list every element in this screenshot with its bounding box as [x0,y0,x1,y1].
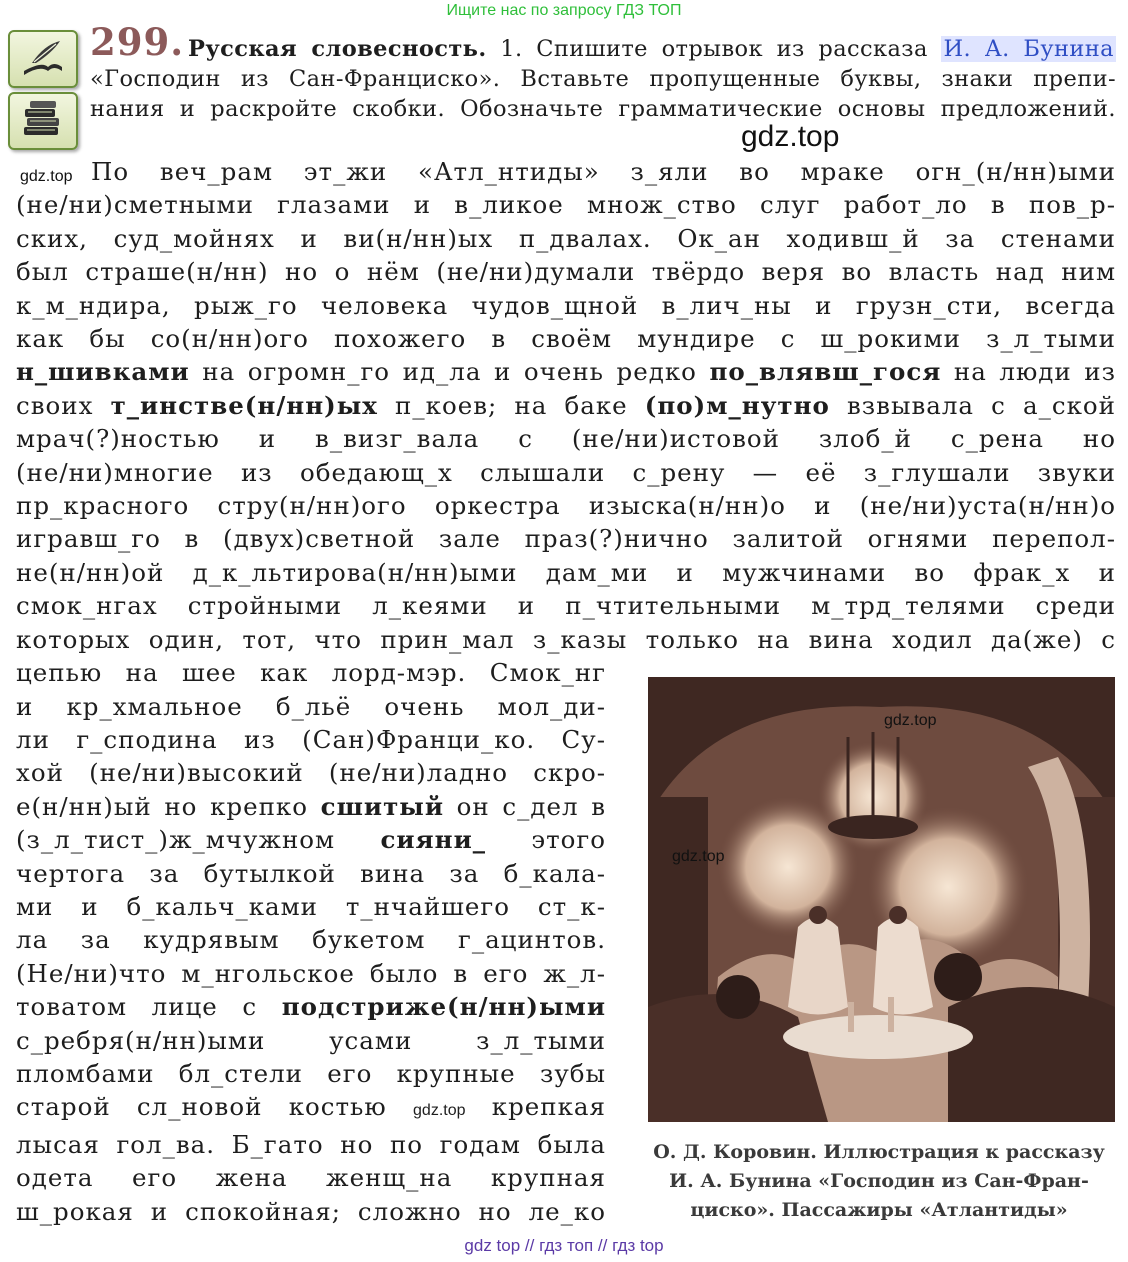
text-line: ми и б_кальч_ками т_нчайшего ст_к- [16,891,606,921]
feather-pen-icon [18,37,66,79]
text-fragment: п_коев; на баке [377,390,645,420]
illustration-caption [640,1138,1118,1225]
caption-line: циско». Пассажиры «Атлантиды» [690,1199,1068,1221]
text-line: (Не/ни)что м_нгольское было в его ж_л- [16,958,606,988]
text-fragment: своих [16,390,111,420]
text-line: лысая гол_ва. Б_гато но по годам была [16,1129,606,1159]
top-banner[interactable]: Ищите нас по запросу ГДЗ ТОП [446,2,682,19]
text-fragment: крепкая [465,1092,606,1122]
text-line: чертога за бутылкой вина за б_кала- [16,858,606,888]
reading-task-icon-box [8,92,78,150]
text-line: ла за кудрявым букетом г_ацинтов. [16,925,606,955]
text-line: к_м_ндира, рыж_го человека чудов_щной в_лич_ны и грузн_сти, всегда [16,290,1116,320]
author-link[interactable]: И. А. Бунина [943,36,1114,62]
text-line [16,790,606,823]
task-text-1: 1. Спишите отрывок из рассказа [500,36,928,62]
bold-word: подстриже(н/нн)ыми [281,992,606,1022]
text-fragment: е(н/нн)ый но крепко [16,791,321,821]
text-line: одета его жена женщ_на крупная [16,1163,606,1193]
text-fragment: старой сл_новой костью [16,1092,387,1122]
text-line: По веч_рам эт_жи «Атл_нтиды» з_яли во мраке огн_(н/нн)ыми [91,157,1116,186]
ballroom-scene-drawing [648,677,1115,1122]
text-line: как бы со(н/нн)ого похожего в своём мундире с ш_рокими з_л_тыми [16,324,1116,354]
bold-word: т_инстве(н/нн)ых [110,390,378,420]
text-line: был страше(н/нн) но о нём (не/ни)думали твёрдо веря во власть над ним [16,257,1116,287]
watermark-illustration-middle: gdz.top [672,848,725,865]
text-line: пр_красного стру(н/нн)ого оркестра изыска(н/нн)о и (не/ни)уста(н/нн)о [16,491,1116,521]
bold-word: н_шивками [16,357,190,387]
exercise-number: 299. [90,20,185,64]
text-line: игравш_го в (двух)светной зале праз(?)нично залитой огнями перепол- [16,524,1116,554]
text-fragment: этого [486,825,607,855]
text-line: пломбами бл_стели его крупные зубы [16,1058,606,1088]
text-line [16,1090,606,1127]
text-line: не(н/нн)ой д_к_льтирова(н/нн)ыми дам_ми и мужчинами во фрак_х и [16,557,1116,587]
text-line: ских, суд_мойнях и ви(н/нн)ых п_двалах. Ок_ан ходивш_й за стенами [16,223,1116,253]
watermark-left-margin: gdz.top [20,168,73,185]
text-fragment: взвывала с а_ской [829,390,1116,420]
caption-line: О. Д. Коровин. Иллюстрация к рассказу [653,1141,1105,1163]
exercise-task-line-3: нания и раскройте скобки. Обозначьте грамматические основы предложений. [90,96,1116,122]
text-line: (не/ни)многие из обедающ_х слышали с_рену — её з_глушали звуки [16,457,1116,487]
watermark-header: gdz.top [741,120,840,153]
text-line [16,823,606,856]
text-line: смок_нгах стройными л_кеями и п_чтительными м_трд_телями среди [16,591,1116,621]
section-title: Русская словесность. [188,36,487,62]
text-line: и кр_хмальное б_льё очень мол_ди- [16,691,606,721]
books-stack-icon [18,99,66,141]
watermark-in-text: gdz.top [413,1102,466,1120]
ballroom-illustration [648,677,1115,1122]
text-fragment: (з_л_тист_)ж_мчужном [16,825,381,855]
text-line: хой (не/ни)высокий (не/ни)ладно скро- [16,758,606,788]
bold-word: сшитый [320,791,444,821]
bold-word: (по)м_нутно [644,390,830,420]
caption-line: И. А. Бунина «Господин из Сан-Фран- [669,1170,1089,1192]
text-fragment: он с_дел в [444,791,606,821]
watermark-illustration-top: gdz.top [884,712,937,729]
text-line: цепью на шее как лорд-мэр. Смок_нг [16,658,606,688]
exercise-task-line-1 [188,34,1116,64]
bold-word: по_влявш_гося [709,357,942,387]
writing-task-icon-box [8,30,78,88]
text-line: мрач(?)ностью и в_визг_вала с (не/ни)истовой злоб_й с_рена но [16,424,1116,454]
text-line [16,355,1116,388]
text-line: с_ребря(н/нн)ыми усами з_л_тыми [16,1025,606,1055]
text-line: (не/ни)сметными глазами и в_ликое множ_ство слуг работ_ло в пов_р- [16,190,1116,220]
exercise-task-line-2: «Господин из Сан-Франциско». Вставьте пропущенные буквы, знаки препи- [90,66,1116,92]
text-line: ш_рокая и спокойная; сложно но ле_ко [16,1196,606,1226]
text-line: ли г_сподина из (Сан)Франци_ко. Су- [16,724,606,754]
bold-word: сияни_ [380,825,487,855]
text-fragment: на огромн_го ид_ла и очень редко [189,357,710,387]
text-line: которых один, тот, что прин_мал з_казы только на вина ходил да(же) с [16,624,1116,654]
text-line [16,389,1116,422]
text-line [16,990,606,1023]
text-fragment: на люди из [941,357,1116,387]
text-fragment: товатом лице с [16,992,282,1022]
bottom-links[interactable]: gdz top // гдз топ // гдз top [464,1236,664,1255]
